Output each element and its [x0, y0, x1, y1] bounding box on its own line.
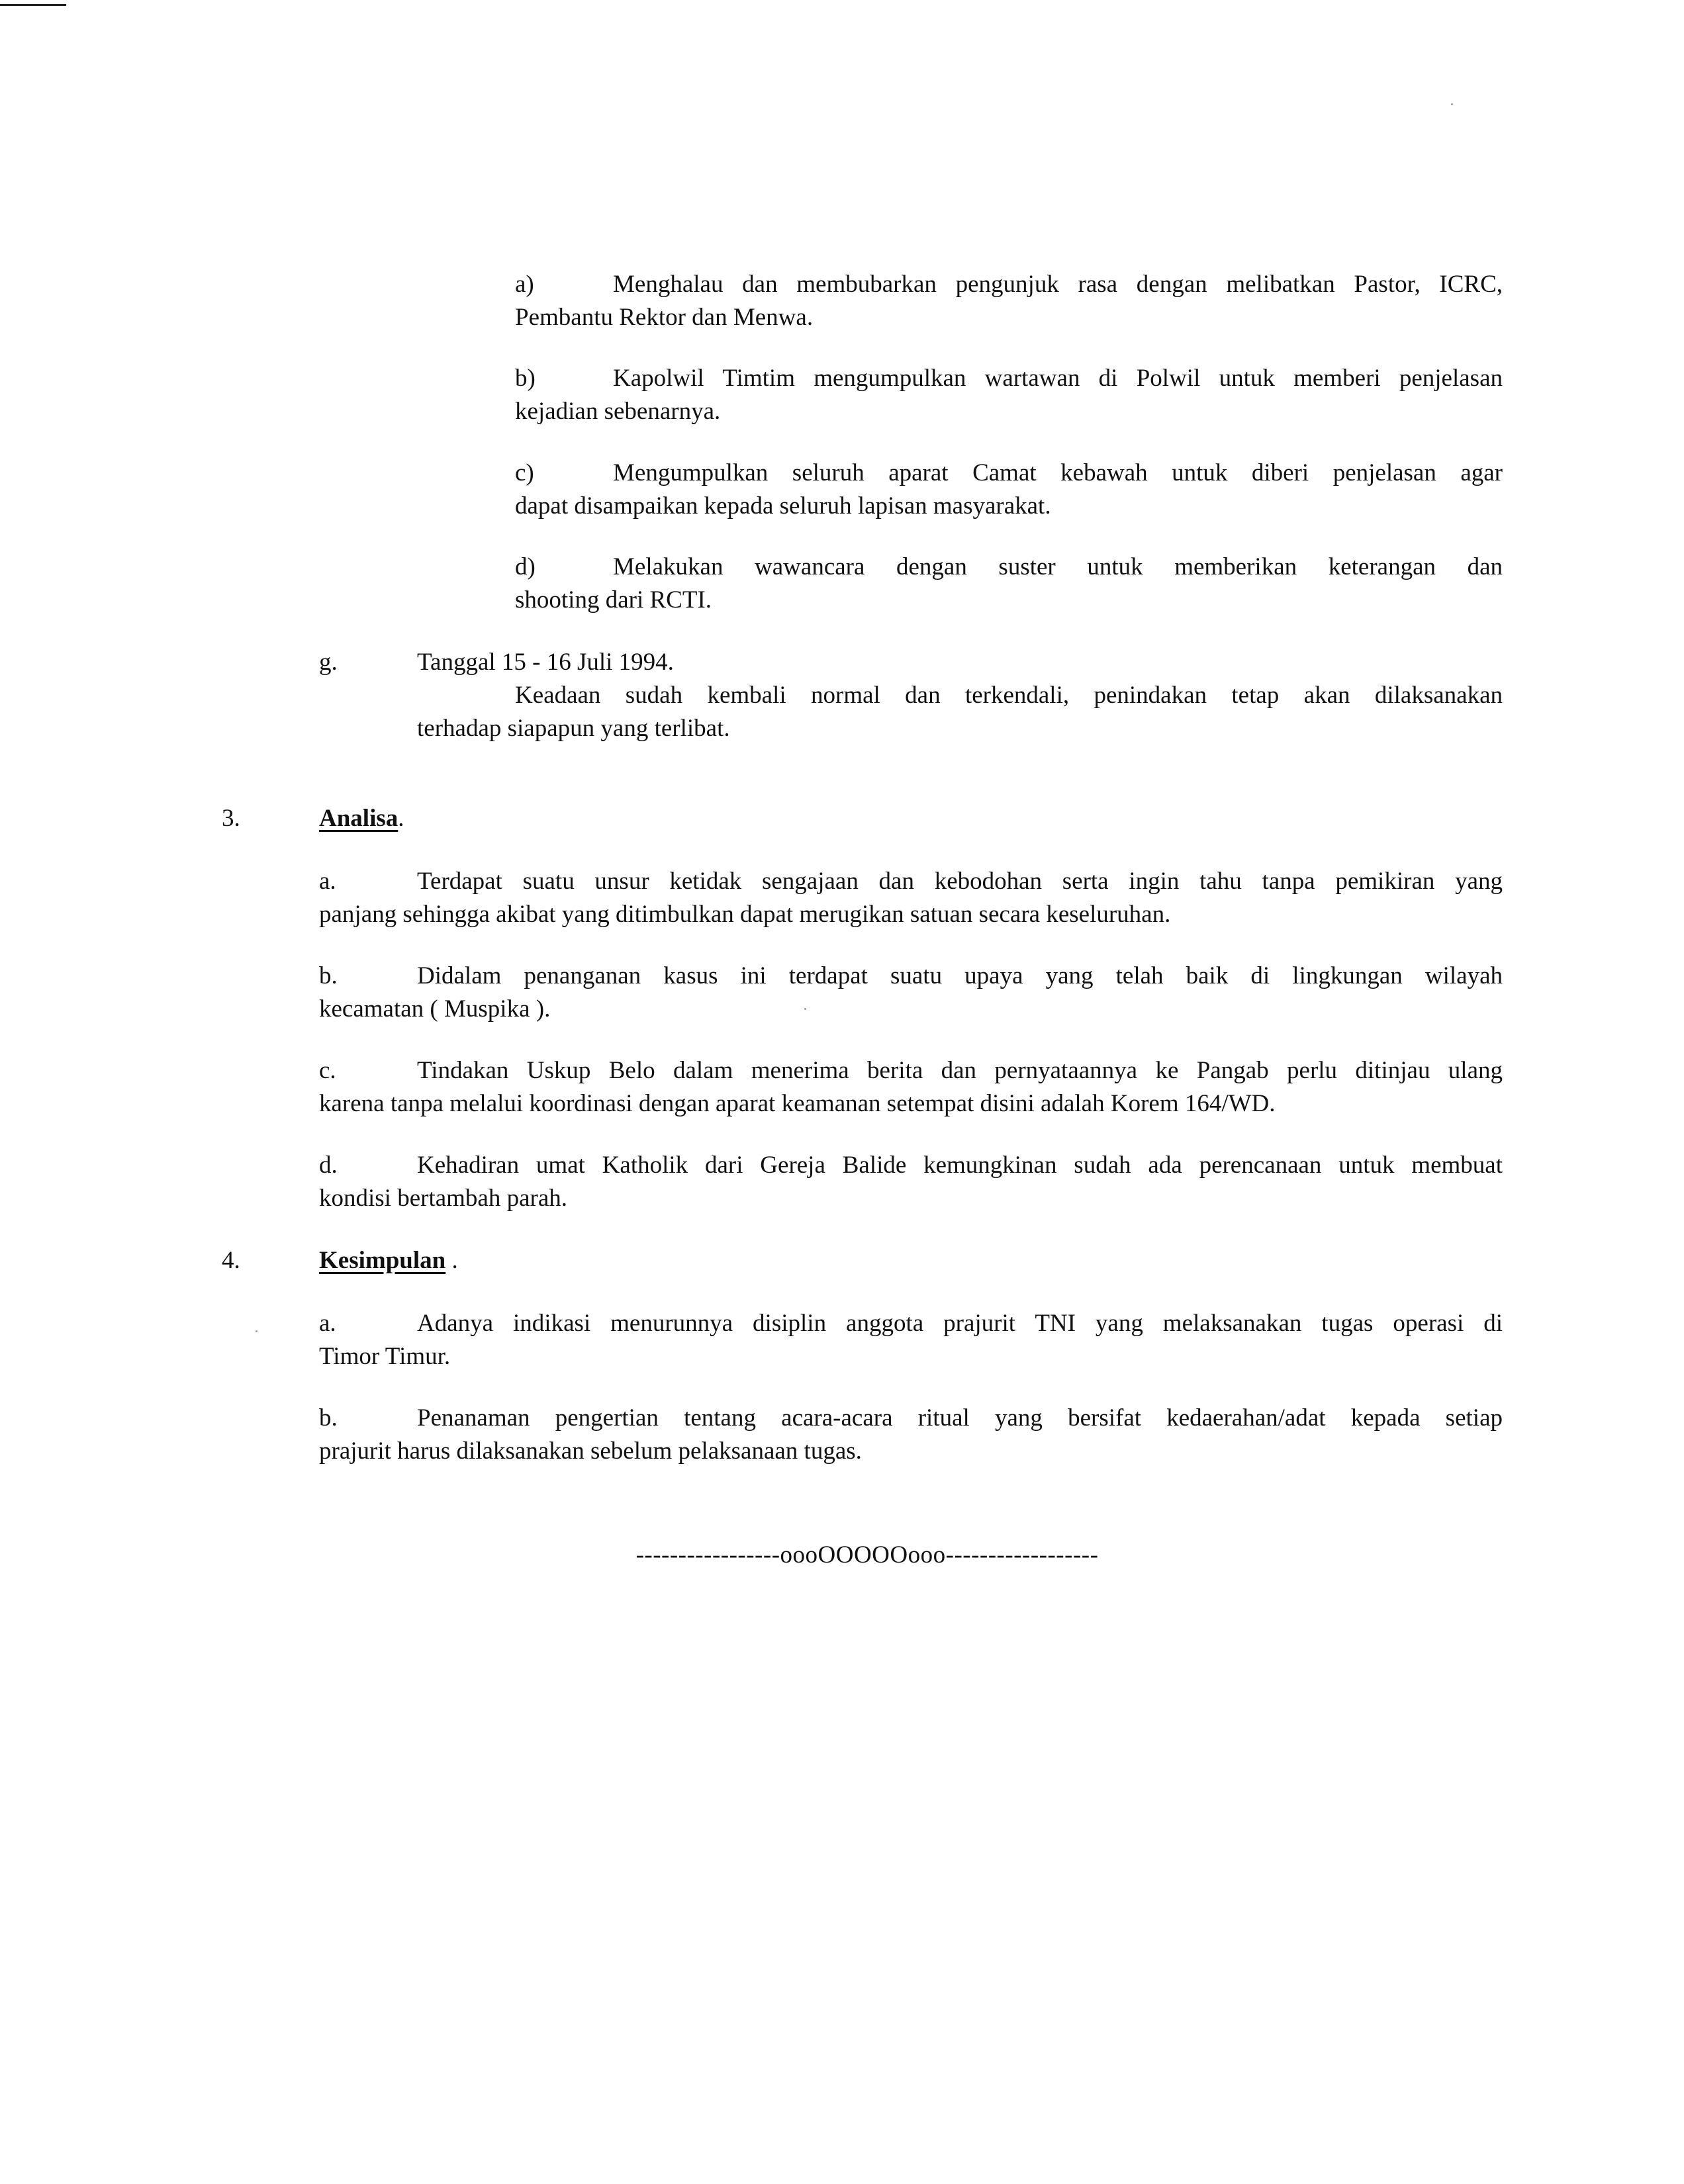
- list-item-text: kondisi bertambah parah.: [319, 1185, 568, 1212]
- sub-item-d: [515, 551, 1503, 617]
- sub-item-marker: a): [515, 271, 534, 298]
- list-item-text: Penanaman pengertian tentang acara-acara ritual yang bersifat kedaerahan/adat kepada setiap: [417, 1404, 1503, 1432]
- section-4-item-a: [319, 1307, 1503, 1373]
- list-item-text: prajurit harus dilaksanakan sebelum pelaksanaan tugas.: [319, 1437, 862, 1465]
- sub-item-a: [515, 268, 1503, 334]
- section-4-number: 4.: [222, 1247, 240, 1274]
- item-g-text: terhadap siapapun yang terlibat.: [417, 715, 730, 742]
- section-3-item-d: [319, 1149, 1503, 1215]
- list-item-text: Terdapat suatu unsur ketidak sengajaan dan kebodohan serta ingin tahu tanpa pemikiran yang: [417, 868, 1503, 895]
- item-g-text: Keadaan sudah kembali normal dan terkendali, penindakan tetap akan dilaksanakan: [515, 682, 1503, 709]
- sub-item-text: Pembantu Rektor dan Menwa.: [515, 304, 814, 331]
- sub-item-text: Menghalau dan membubarkan pengunjuk rasa dengan melibatkan Pastor, ICRC,: [613, 271, 1503, 298]
- item-g: [319, 646, 1503, 745]
- list-item-marker: b.: [319, 962, 338, 989]
- section-4-title: [319, 1244, 458, 1277]
- list-item-marker: a.: [319, 1310, 336, 1337]
- scan-speck: [256, 1330, 257, 1332]
- list-item-text: Kehadiran umat Katholik dari Gereja Balide kemungkinan sudah ada perencanaan untuk membuat: [417, 1152, 1503, 1179]
- sub-item-text: Mengumpulkan seluruh aparat Camat kebawah untuk diberi penjelasan agar: [613, 459, 1503, 486]
- section-3-title: [319, 802, 404, 835]
- sub-item-text: Melakukan wawancara dengan suster untuk memberikan keterangan dan: [613, 553, 1503, 580]
- end-divider: -----------------oooOOOOOooo------------------: [635, 1541, 1099, 1569]
- sub-item-marker: c): [515, 459, 534, 486]
- section-4-title-text: Kesimpulan: [319, 1247, 446, 1274]
- sub-item-b: [515, 362, 1503, 428]
- section-3-title-text: Analisa: [319, 805, 398, 832]
- section-3-item-c: [319, 1054, 1503, 1120]
- item-g-date: Tanggal 15 - 16 Juli 1994.: [417, 649, 674, 676]
- list-item-text: Didalam penanganan kasus ini terdapat suatu upaya yang telah baik di lingkungan wilayah: [417, 962, 1503, 989]
- sub-item-text: shooting dari RCTI.: [515, 586, 712, 614]
- list-item-marker: a.: [319, 868, 336, 895]
- sub-item-text: dapat disampaikan kepada seluruh lapisan masyarakat.: [515, 492, 1051, 520]
- sub-item-marker: d): [515, 553, 536, 580]
- list-item-text: panjang sehingga akibat yang ditimbulkan dapat merugikan satuan secara keseluruhan.: [319, 901, 1171, 928]
- section-3-item-a: [319, 865, 1503, 931]
- sub-item-text: Kapolwil Timtim mengumpulkan wartawan di Polwil untuk memberi penjelasan: [613, 365, 1503, 392]
- list-item-text: Timor Timur.: [319, 1343, 451, 1370]
- list-item-text: karena tanpa melalui koordinasi dengan aparat keamanan setempat disini adalah Korem 164/WD.: [319, 1090, 1276, 1117]
- section-4-title-suffix: .: [445, 1247, 458, 1274]
- item-g-marker: g.: [319, 649, 338, 676]
- list-item-marker: c.: [319, 1057, 336, 1084]
- scan-edge-mark: [0, 4, 66, 6]
- section-3-title-suffix: .: [398, 805, 404, 832]
- sub-item-text: kejadian sebenarnya.: [515, 398, 721, 425]
- list-item-marker: d.: [319, 1152, 338, 1179]
- section-4-item-b: [319, 1402, 1503, 1468]
- list-item-marker: b.: [319, 1404, 338, 1432]
- sub-item-marker: b): [515, 365, 536, 392]
- section-3-number: 3.: [222, 805, 240, 832]
- sub-item-c: [515, 457, 1503, 523]
- list-item-text: Tindakan Uskup Belo dalam menerima berita dan pernyataannya ke Pangab perlu ditinjau ulang: [417, 1057, 1503, 1084]
- scan-speck: [1451, 103, 1453, 105]
- list-item-text: kecamatan ( Muspika ).: [319, 995, 551, 1023]
- list-item-text: Adanya indikasi menurunnya disiplin anggota prajurit TNI yang melaksanakan tugas operasi di: [417, 1310, 1503, 1337]
- section-3-item-b: [319, 960, 1503, 1026]
